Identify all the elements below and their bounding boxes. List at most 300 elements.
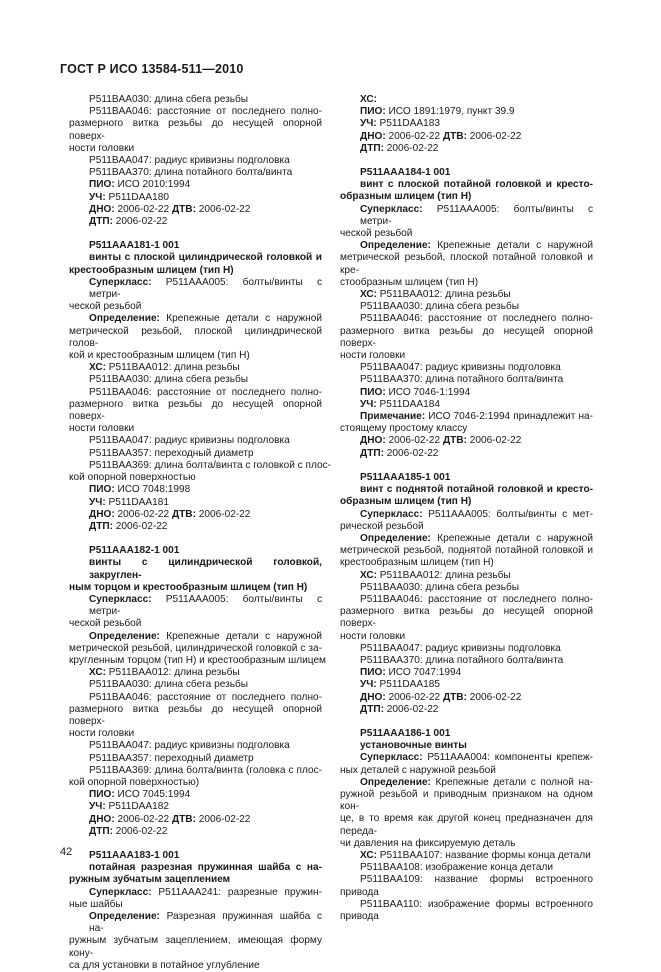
text-line [69, 435, 322, 447]
field-label: P511AAA185-1 001 [360, 471, 451, 483]
field-text: P511BAA047: радиус кривизны подголовка [360, 362, 561, 374]
entry-heading-line [69, 545, 322, 557]
field-label: винты с цилиндрической головкой, закруглен- [89, 557, 322, 581]
field-text: P511BAA357: переходный диаметр [89, 447, 254, 459]
field-text: кой опорной поверхностью) [69, 776, 200, 788]
text-line [69, 911, 322, 935]
text-line [69, 484, 322, 496]
section-gap [340, 155, 593, 167]
field-text: P511DAA180 [105, 191, 169, 203]
entry-heading-line [340, 728, 593, 740]
field-text: P511BAA357: переходный диаметр [89, 752, 254, 764]
field-label: УЧ: [360, 118, 377, 130]
text-line [340, 752, 593, 764]
text-line [340, 399, 593, 411]
text-line [69, 728, 322, 740]
text-line [69, 387, 322, 399]
entry-heading-line [340, 496, 593, 508]
text-line [340, 509, 593, 521]
field-label: Суперкласс: [89, 593, 152, 605]
field-label: P511AAA181-1 001 [89, 240, 180, 252]
field-text: 2006-02-22 [383, 142, 439, 154]
text-line [69, 143, 322, 155]
field-label: P511AAA184-1 001 [360, 167, 451, 179]
field-text: P511BAA046: расстояние от последнего полно- [89, 386, 322, 398]
text-line [340, 545, 593, 557]
field-text: размерного витка резьбы до несущей опорной поверх- [340, 606, 593, 630]
field-label: ПИО: [89, 484, 115, 496]
text-line [340, 533, 593, 545]
field-text: P511BAA030: длина сбега резьбы [360, 581, 520, 593]
field-text: P511BAA046: расстояние от последнего полно- [89, 691, 322, 703]
text-line [340, 813, 593, 837]
field-text: P511BAA030: длина сбега резьбы [89, 679, 249, 691]
text-line [340, 887, 593, 899]
field-text: 2006-02-22 [114, 813, 172, 825]
field-text: ИСО 7047:1994 [385, 667, 462, 679]
field-label: крестообразным шлицем (тип H) [69, 264, 234, 276]
field-text: метрической резьбой, плоской цилиндрической голов- [69, 325, 322, 349]
entry-heading-line [340, 740, 593, 752]
field-text: ные шайбы [69, 898, 123, 910]
text-line [340, 594, 593, 606]
text-line [69, 692, 322, 704]
field-text: 2006-02-22 [114, 203, 172, 215]
text-line [340, 326, 593, 350]
text-line [69, 826, 322, 838]
field-label: ДТП: [89, 520, 113, 532]
field-label: ДНО: [360, 130, 386, 142]
field-label: ным торцом и крестообразным шлицем (тип H) [69, 581, 308, 593]
text-line [340, 106, 593, 118]
text-line [69, 679, 322, 691]
text-line [69, 777, 322, 789]
field-text: P511BAA012: длина резьбы [377, 289, 511, 301]
text-line [69, 362, 322, 374]
text-line [340, 570, 593, 582]
field-text: стоящему простому классу [340, 423, 468, 435]
text-line [340, 435, 593, 447]
text-line [340, 204, 593, 228]
field-label: образным шлицем (тип H) [340, 496, 472, 508]
text-line [340, 362, 593, 374]
field-text: стообразным шлицем (тип H) [340, 276, 479, 288]
section-gap [340, 460, 593, 472]
text-line [69, 753, 322, 765]
text-line [340, 277, 593, 289]
field-text: P511AAA005: болты/винты с метри- [89, 593, 322, 618]
field-label: ДТВ: [171, 203, 196, 215]
field-text: P511BAA369: длина болта/винта с головкой с плос- [89, 459, 331, 471]
text-line [340, 423, 593, 435]
field-text: размерного витка резьбы до несущей опорной поверх- [69, 703, 322, 727]
text-line [69, 509, 322, 521]
field-text: P511AAA241: разрезные пружин- [151, 886, 322, 898]
text-line [340, 118, 593, 130]
text-line [340, 131, 593, 143]
field-text: P511BAA046: расстояние от последнего полно- [360, 593, 593, 605]
text-line [340, 667, 593, 679]
field-text: 2006-02-22 [195, 813, 251, 825]
text-line [340, 862, 593, 874]
field-label: УЧ: [89, 801, 106, 813]
field-label: ПИО: [360, 386, 386, 398]
field-text: ности головки [69, 423, 135, 435]
text-line [340, 655, 593, 667]
field-label: Суперкласс: [89, 886, 152, 898]
field-label: P511AAA182-1 001 [89, 545, 180, 557]
text-line [69, 594, 322, 618]
text-line [340, 240, 593, 252]
field-text: ИСО 7045:1994 [114, 789, 191, 801]
text-line [69, 814, 322, 826]
field-text: P511BAA012: длина резьбы [106, 362, 240, 374]
text-line [69, 179, 322, 191]
text-line [340, 289, 593, 301]
field-label: ДТП: [360, 447, 384, 459]
field-label: Определение: [89, 313, 160, 325]
entry-heading-line [69, 557, 322, 581]
field-text: Крепежные детали с наружной [159, 630, 322, 642]
text-line [340, 557, 593, 569]
field-text: 2006-02-22 [112, 520, 168, 532]
entry-heading-line [340, 484, 593, 496]
field-text: ИСО 7046-2:1994 принадлежит на- [425, 411, 593, 423]
text-line [340, 411, 593, 423]
field-label: Определение: [89, 630, 160, 642]
field-label: ДТВ: [442, 130, 467, 142]
field-text: P511BAA012: длина резьбы [106, 667, 240, 679]
field-label: УЧ: [89, 191, 106, 203]
text-line [340, 679, 593, 691]
page-number: 42 [60, 846, 73, 858]
entry-heading-line [69, 252, 322, 264]
text-line [340, 582, 593, 594]
entry-heading-line [69, 874, 322, 886]
field-label: ПИО: [89, 179, 115, 191]
text-line [69, 643, 322, 655]
text-line [69, 631, 322, 643]
text-line [69, 118, 322, 142]
text-line [69, 216, 322, 228]
text-line [340, 387, 593, 399]
text-line [69, 801, 322, 813]
text-line [340, 606, 593, 630]
field-label: ДТВ: [171, 813, 196, 825]
field-text: кругленным торцом (тип H) и крестообразным шлицем [69, 654, 326, 666]
text-line [69, 960, 322, 972]
field-label: ДНО: [89, 508, 115, 520]
field-text: ческой резьбой [340, 228, 413, 240]
document-header: ГОСТ Р ИСО 13584-511—2010 [60, 62, 244, 76]
field-text: 2006-02-22 [195, 203, 251, 215]
text-line [340, 850, 593, 862]
field-text: Крепежные детали с полной на- [430, 776, 593, 788]
field-text: P511BAA030: длина сбега резьбы [89, 94, 249, 105]
field-text: P511BAA108: изображение конца детали [360, 862, 553, 874]
entry-heading-line [69, 240, 322, 252]
field-text: ружным зубчатым зацеплением, имеющая форму кону- [69, 935, 322, 959]
field-text: 2006-02-22 [195, 508, 251, 520]
field-text: P511DAA184 [376, 398, 440, 410]
field-text: P511BAA046: расстояние от последнего полно- [360, 313, 593, 325]
text-line [340, 838, 593, 850]
field-label: ДТВ: [442, 691, 467, 703]
field-text: 2006-02-22 [112, 825, 168, 837]
field-text: размерного витка резьбы до несущей опорной поверх- [340, 325, 593, 349]
text-line [340, 789, 593, 813]
field-text: рической резьбой [340, 520, 424, 532]
text-line [69, 326, 322, 350]
field-text: P511AAA005: болты/винты с мет- [422, 508, 593, 520]
field-text: це, в то время как другой конец предназначен для переда- [340, 813, 593, 837]
field-text: ческой резьбой [69, 618, 142, 630]
entry-heading-line [69, 582, 322, 594]
field-text: крестообразным шлицем (тип H) [340, 557, 494, 569]
field-text: размерного витка резьбы до несущей опорной поверх- [69, 398, 322, 423]
field-label: Суперкласс: [360, 508, 423, 520]
text-line [340, 692, 593, 704]
field-text: P511AAA005: болты/винты с метри- [360, 203, 593, 227]
field-text: 2006-02-22 [385, 435, 443, 447]
field-label: P511AAA186-1 001 [360, 727, 451, 739]
field-label: ХС: [360, 569, 377, 581]
text-line [340, 777, 593, 789]
left-column [69, 94, 331, 972]
field-text: 2006-02-22 [385, 130, 443, 142]
field-label: образным шлицем (тип H) [340, 191, 472, 203]
field-text: ности головки [340, 350, 406, 362]
field-text: метрической резьбой, плоской потайной головкой и кре- [340, 252, 593, 276]
section-gap [69, 838, 322, 850]
field-text: P511DAA183 [376, 118, 440, 130]
text-line [69, 423, 322, 435]
field-text: 2006-02-22 [466, 130, 522, 142]
text-line [69, 204, 322, 216]
field-text: кой и крестообразным шлицем (тип H) [69, 350, 250, 362]
text-line [340, 350, 593, 362]
field-label: ДТП: [360, 142, 384, 154]
field-label: ружным зубчатым зацеплением [69, 874, 231, 886]
field-text: ИСО 7048:1998 [114, 484, 191, 496]
field-text: размерного витка резьбы до несущей опорной поверх- [69, 118, 322, 142]
entry-heading-line [69, 862, 322, 874]
text-line [69, 472, 322, 484]
field-text: P511BAA369: длина болта/винта (головка с плос- [89, 764, 322, 776]
field-label: Суперкласс: [89, 276, 152, 288]
field-label: ХС: [360, 94, 377, 105]
field-text: Крепежные детали с наружной [159, 313, 322, 325]
field-text: кой опорной поверхностью [69, 472, 196, 484]
text-line [69, 167, 322, 179]
text-line [69, 106, 322, 118]
field-label: ХС: [89, 667, 106, 679]
field-label: ДТВ: [442, 435, 467, 447]
text-line [69, 497, 322, 509]
text-line [69, 399, 322, 423]
field-text: ности головки [69, 728, 135, 740]
field-text: P511BAA046: расстояние от последнего полно- [89, 106, 322, 118]
text-line [340, 313, 593, 325]
field-text: 2006-02-22 [383, 703, 439, 715]
text-line [340, 228, 593, 240]
text-line [69, 935, 322, 959]
field-text: ных деталей с наружной резьбой [340, 764, 496, 776]
field-label: ДТВ: [171, 508, 196, 520]
text-line [69, 94, 322, 106]
text-line [69, 704, 322, 728]
field-label: установочные винты [360, 740, 467, 752]
field-label: винт с поднятой потайной головкой и кресто- [360, 484, 593, 496]
text-line [69, 459, 331, 472]
field-label: ПИО: [360, 667, 386, 679]
text-line [69, 313, 322, 325]
text-line [340, 521, 593, 533]
field-label: ХС: [89, 362, 106, 374]
field-text: P511BAA047: радиус кривизны подголовка [360, 642, 561, 654]
text-line [69, 765, 322, 777]
field-label: Примечание: [360, 411, 426, 423]
field-text: P511BAA012: длина резьбы [377, 569, 511, 581]
field-label: потайная разрезная пружинная шайба с на- [89, 862, 322, 874]
right-column [340, 94, 593, 923]
text-line [69, 448, 322, 460]
field-text: Крепежные детали с наружной [430, 240, 593, 252]
text-line [340, 874, 593, 886]
field-text: ИСО 1891:1979, пункт 39.9 [385, 106, 515, 118]
text-line [340, 374, 593, 386]
text-line [69, 789, 322, 801]
field-label: ДНО: [360, 691, 386, 703]
field-label: винт с плоской потайной головкой и кресто- [360, 179, 593, 191]
field-label: Суперкласс: [360, 752, 423, 764]
text-line [69, 301, 322, 313]
field-label: ПИО: [89, 789, 115, 801]
text-line [340, 765, 593, 777]
text-line [69, 374, 322, 386]
field-text: ИСО 2010:1994 [114, 179, 191, 191]
field-text: 2006-02-22 [112, 216, 168, 228]
text-line [340, 704, 593, 716]
section-gap [69, 533, 322, 545]
entry-heading-line [340, 191, 593, 203]
text-line [69, 740, 322, 752]
text-line [340, 448, 593, 460]
field-text: P511BAA047: радиус кривизны подголовка [89, 155, 290, 167]
entry-heading-line [340, 472, 593, 484]
field-label: ДТП: [89, 825, 113, 837]
field-label: ДТП: [89, 216, 113, 228]
field-text: P511BAA109: название формы встроенного [360, 874, 593, 886]
field-label: УЧ: [360, 398, 377, 410]
entry-heading-line [69, 850, 322, 862]
field-text: ИСО 7046-1:1994 [385, 386, 471, 398]
section-gap [69, 228, 322, 240]
field-label: Определение: [360, 776, 431, 788]
field-text: P511BAA370: длина потайного болта/винта [360, 374, 564, 386]
text-line [69, 654, 326, 667]
field-text: P511DAA182 [105, 801, 169, 813]
text-line [69, 521, 322, 533]
field-text: ружной резьбой и приводным признаком на одном кон- [340, 788, 593, 813]
text-line [340, 643, 593, 655]
field-text: 2006-02-22 [383, 447, 439, 459]
field-label: УЧ: [360, 679, 377, 691]
field-label: Определение: [89, 911, 160, 922]
field-text: ности головки [69, 142, 135, 154]
text-line [340, 252, 593, 276]
text-line [340, 301, 593, 313]
field-label: УЧ: [89, 496, 106, 508]
field-text: Крепежные детали с наружной [430, 532, 593, 544]
text-line [69, 277, 322, 301]
text-line [69, 899, 322, 911]
text-line [69, 618, 322, 630]
field-text: чи давления на фиксируемую деталь [340, 837, 516, 849]
text-line [69, 887, 322, 899]
field-text: 2006-02-22 [114, 508, 172, 520]
field-label: ДТП: [360, 703, 384, 715]
field-label: ПИО: [360, 106, 386, 118]
field-label: ХС: [360, 849, 377, 861]
field-text: P511BAA107: название формы конца детали [377, 849, 591, 861]
field-text: привода [340, 911, 379, 922]
text-line [340, 899, 593, 911]
text-line [69, 192, 322, 204]
field-text: 2006-02-22 [385, 691, 443, 703]
field-label: ДНО: [89, 203, 115, 215]
text-line [69, 667, 322, 679]
section-gap [340, 716, 593, 728]
entry-heading-line [340, 179, 593, 191]
field-text: P511BAA370: длина потайного болта/винта [360, 654, 564, 666]
field-text: са для установки в потайное углубление [69, 959, 260, 971]
text-line [69, 350, 322, 362]
field-text: P511DAA181 [105, 496, 169, 508]
text-line [69, 155, 322, 167]
field-text: P511BAA030: длина сбега резьбы [360, 301, 520, 313]
entry-heading-line [340, 167, 593, 179]
field-text: ности головки [340, 630, 406, 642]
entry-heading-line [69, 265, 322, 277]
field-text: P511BAA030: длина сбега резьбы [89, 374, 249, 386]
field-text: P511AAA005: болты/винты с метри- [89, 276, 322, 301]
entry-heading-line [340, 94, 593, 106]
field-text: ческой резьбой [69, 301, 142, 313]
text-line [340, 143, 593, 155]
field-label: P511AAA183-1 001 [89, 849, 180, 861]
field-text: 2006-02-22 [466, 435, 522, 447]
field-label: ДНО: [89, 813, 115, 825]
field-label: Суперкласс: [360, 203, 423, 215]
field-label: ХС: [360, 289, 377, 301]
field-text: привода [340, 886, 379, 898]
field-text: P511BAA047: радиус кривизны подголовка [89, 435, 290, 447]
field-text: метрической резьбой, цилиндрической головкой с за- [69, 642, 322, 654]
field-label: ДНО: [360, 435, 386, 447]
field-text: Разрезная пружинная шайба с на- [89, 911, 322, 935]
field-text: P511BAA110: изображение формы встроенного [360, 898, 593, 910]
field-text: P511BAA047: радиус кривизны подголовка [89, 740, 290, 752]
field-label: Определение: [360, 240, 431, 252]
field-text: P511AAA004: компоненты крепеж- [422, 752, 593, 764]
field-text: метрической резьбой, поднятой потайной головкой и [340, 545, 593, 557]
field-label: винты с плоской цилиндрической головкой и [89, 252, 322, 264]
field-text: P511DAA185 [376, 679, 440, 691]
field-label: Определение: [360, 532, 431, 544]
text-line [340, 631, 593, 643]
field-text: P511BAA370: длина потайного болта/винта [89, 167, 293, 179]
